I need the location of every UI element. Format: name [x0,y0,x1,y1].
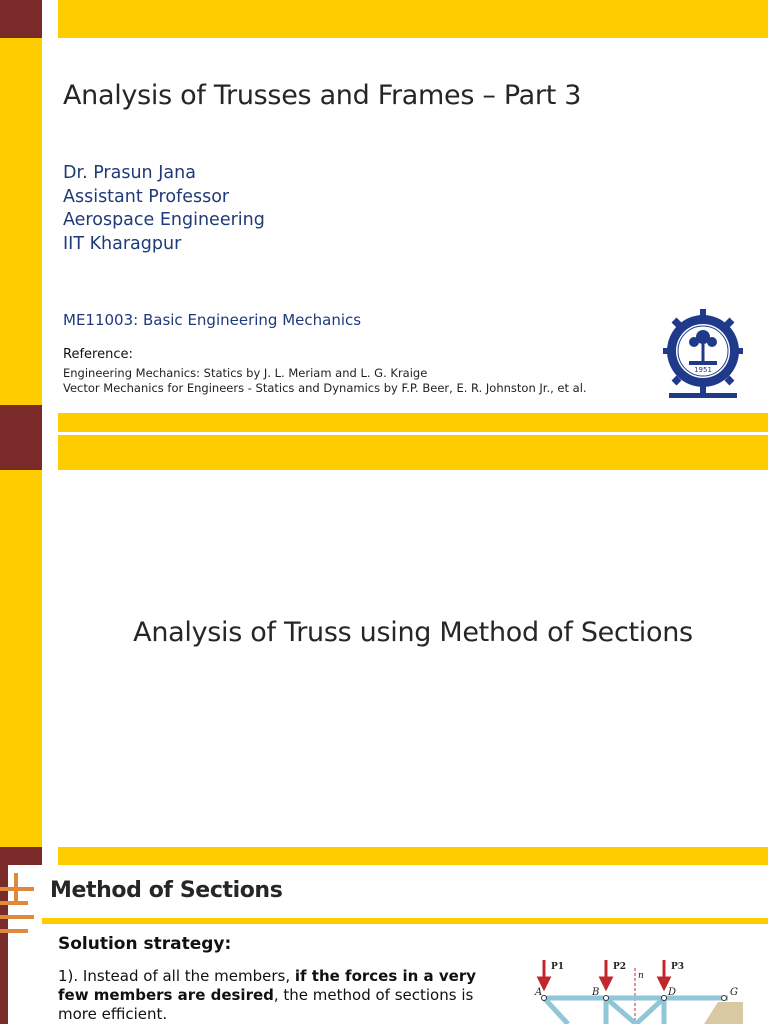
node-label-d: D [668,987,677,998]
load-arrowhead [601,978,611,988]
load-label-p1: P1 [551,962,565,972]
author-block [63,162,265,256]
truss-diagram [518,958,768,1024]
course-code: ME11003: Basic Engineering Mechanics [63,311,362,329]
truss-diagonal [636,998,664,1024]
author-name: Dr. Prasun Jana [63,163,196,183]
left-stripe-decoration [0,865,42,1024]
node-label-b: B [592,987,600,998]
bottom-maroon-cap [0,847,42,865]
top-thin-accent-bar [58,413,768,432]
strategy-point-1 [58,967,498,1024]
left-maroon-cap [0,0,42,38]
load-label-p3: P3 [671,962,685,972]
bottom-accent-bar [58,847,768,865]
truss-diagonal [606,998,636,1024]
truss-support [704,1002,743,1024]
left-accent-bar [0,0,42,405]
point-text: 1). Instead of all the members, [58,967,295,985]
point-text: , the method of sections is more efficient. [58,986,474,1023]
author-department: Aerospace Engineering [63,210,265,230]
author-institute: IIT Kharagpur [63,233,182,254]
top-accent-bar [58,435,768,470]
load-label-p2: P2 [613,962,627,972]
slide-title: Analysis of Trusses and Frames – Part 3 [63,80,582,111]
section-title: Analysis of Truss using Method of Sections [133,617,693,648]
logo-year: 1951 [694,366,712,374]
reference-list [63,366,587,396]
title-underline-bar [42,918,768,924]
slide-title: Method of Sections [50,878,283,903]
node-label-g: G [730,987,738,998]
reference-item: Vector Mechanics for Engineers - Statics and Dynamics by F.P. Beer, E. R. Johnston Jr., et al. [63,381,587,395]
reference-item: Engineering Mechanics: Statics by J. L. Meriam and L. G. Kraige [63,366,428,380]
iit-kharagpur-logo-icon [663,305,743,400]
node-label-a: A [535,987,543,998]
section-label: n [638,971,644,981]
strategy-heading: Solution strategy: [58,934,232,954]
left-maroon-cap [0,405,42,470]
top-accent-bar [58,0,768,38]
author-position: Assistant Professor [63,186,230,207]
truss-diagonal [544,998,568,1024]
title-slide [0,0,768,405]
content-slide [0,865,768,1024]
reference-heading: Reference: [63,347,133,362]
point-emphasis: if the forces in a very few members are desired [58,967,476,1004]
section-slide [0,405,768,865]
